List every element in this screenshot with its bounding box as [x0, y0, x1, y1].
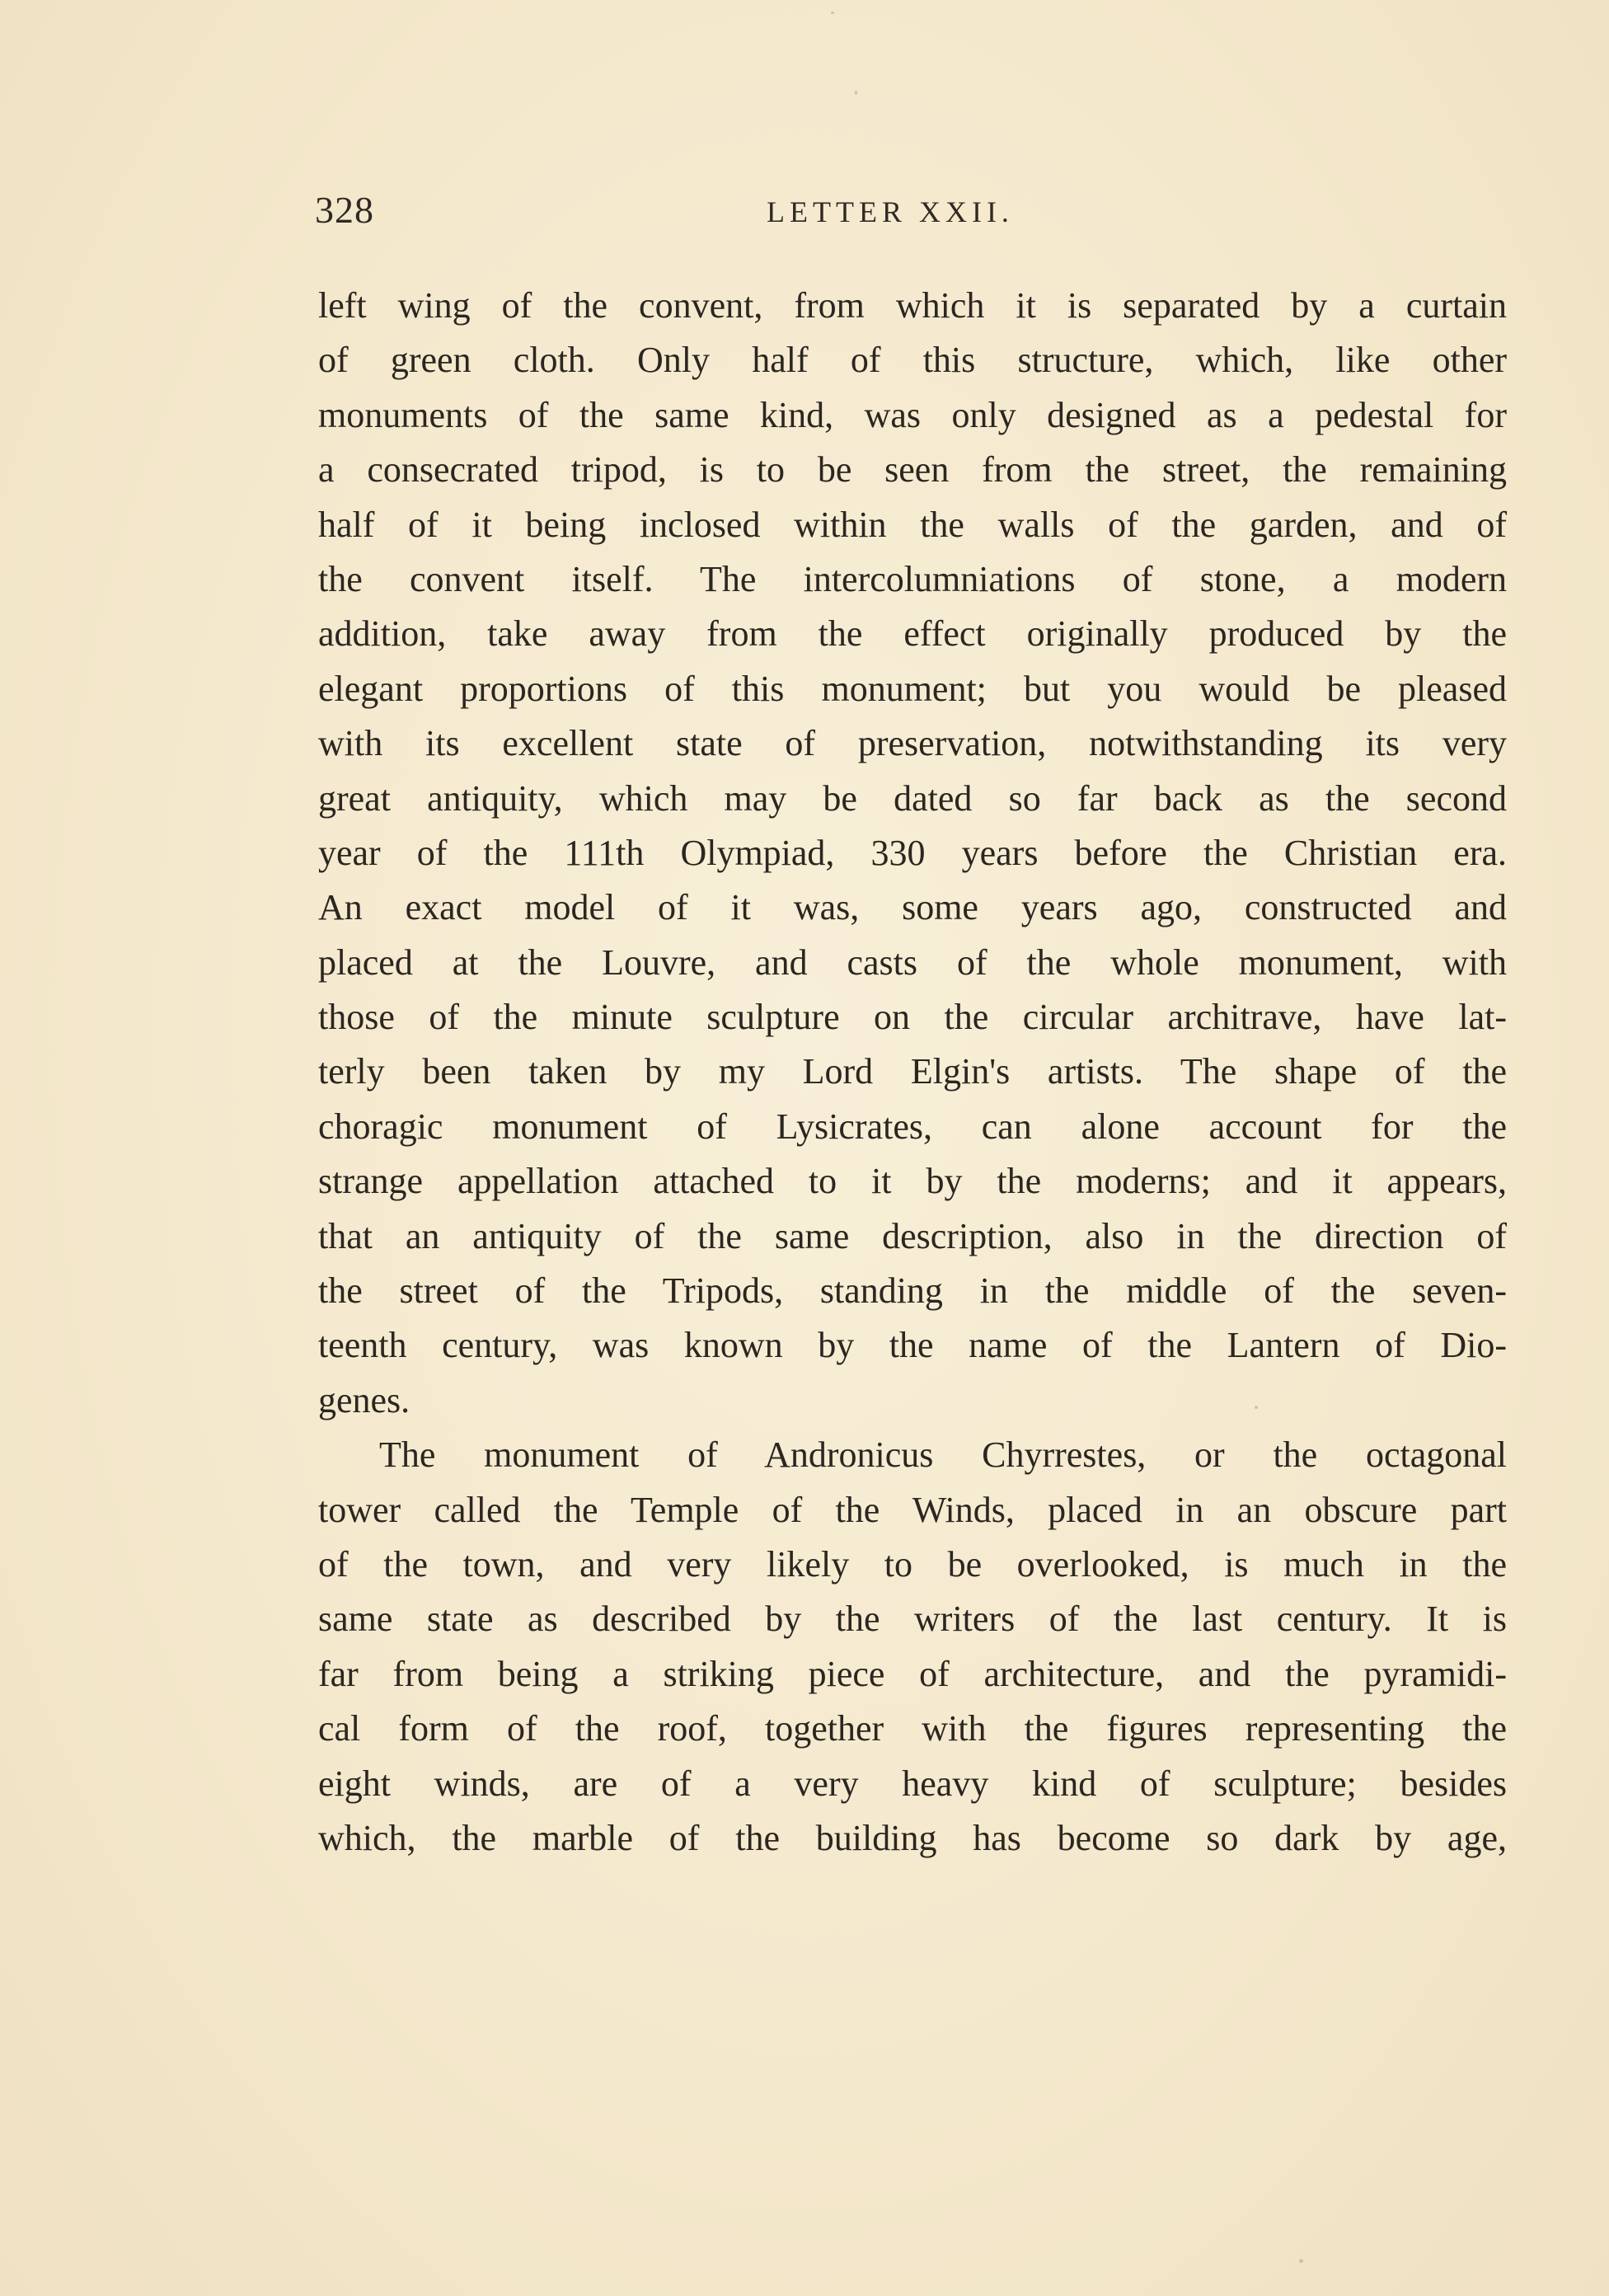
text-line: of green cloth. Only half of this structure, which, like other — [318, 340, 1507, 381]
text-line: great antiquity, which may be dated so far back as the second — [318, 777, 1507, 819]
text-line: eight winds, are of a very heavy kind of sculpture; besides — [318, 1763, 1507, 1804]
text-line: strange appellation attached to it by the moderns; and it appears, — [318, 1161, 1507, 1202]
text-line: choragic monument of Lysicrates, can alone account for the — [318, 1106, 1507, 1147]
paper-speck — [1255, 1406, 1258, 1409]
text-line: that an antiquity of the same description, also in the direction of — [318, 1215, 1507, 1256]
text-line: addition, take away from the effect originally produced by the — [318, 613, 1507, 655]
text-line: far from being a striking piece of architecture, and the pyramidi- — [318, 1653, 1507, 1694]
text-line: teenth century, was known by the name of the Lantern of Dio- — [318, 1325, 1507, 1366]
running-title: LETTER XXII. — [767, 195, 1014, 228]
paper-speck — [831, 12, 834, 14]
running-head — [315, 188, 1512, 246]
text-line: same state as described by the writers of the last century. It is — [318, 1599, 1507, 1640]
text-line: the convent itself. The intercolumniations of stone, a modern — [318, 558, 1507, 599]
text-line: placed at the Louvre, and casts of the whole monument, with — [318, 941, 1507, 983]
text-line: left wing of the convent, from which it is separated by a curtain — [318, 285, 1507, 326]
text-line: An exact model of it was, some years ago, constructed and — [318, 887, 1507, 928]
text-line: of the town, and very likely to be overlooked, is much in the — [318, 1543, 1507, 1585]
text-line: those of the minute sculpture on the circular architrave, have lat- — [318, 997, 1507, 1038]
text-line: half of it being inclosed within the walls of the garden, and of — [318, 504, 1507, 545]
text-line: tower called the Temple of the Winds, placed in an obscure part — [318, 1489, 1507, 1530]
text-line: terly been taken by my Lord Elgin's artists. The shape of the — [318, 1051, 1507, 1092]
text-line: elegant proportions of this monument; but you would be pleased — [318, 668, 1507, 709]
text-line: a consecrated tripod, is to be seen from the street, the remaining — [318, 449, 1507, 491]
page-number: 328 — [315, 189, 374, 231]
text-line: cal form of the roof, together with the figures representing the — [318, 1708, 1507, 1749]
text-line: monuments of the same kind, was only designed as a pedestal for — [318, 394, 1507, 435]
paper-speck — [855, 91, 857, 95]
text-line: the street of the Tripods, standing in the middle of the seven- — [318, 1270, 1507, 1312]
text-line: which, the marble of the building has become so dark by age, — [318, 1817, 1507, 1858]
text-line: year of the 111th Olympiad, 330 years before the Christian era. — [318, 832, 1507, 873]
text-line: with its excellent state of preservation, notwithstanding its very — [318, 723, 1507, 764]
text-line: The monument of Andronicus Chyrrestes, or the octagonal — [379, 1434, 1507, 1476]
paper-speck — [1299, 2259, 1303, 2263]
body-text — [318, 279, 1507, 1866]
text-line: genes. — [318, 1379, 410, 1420]
